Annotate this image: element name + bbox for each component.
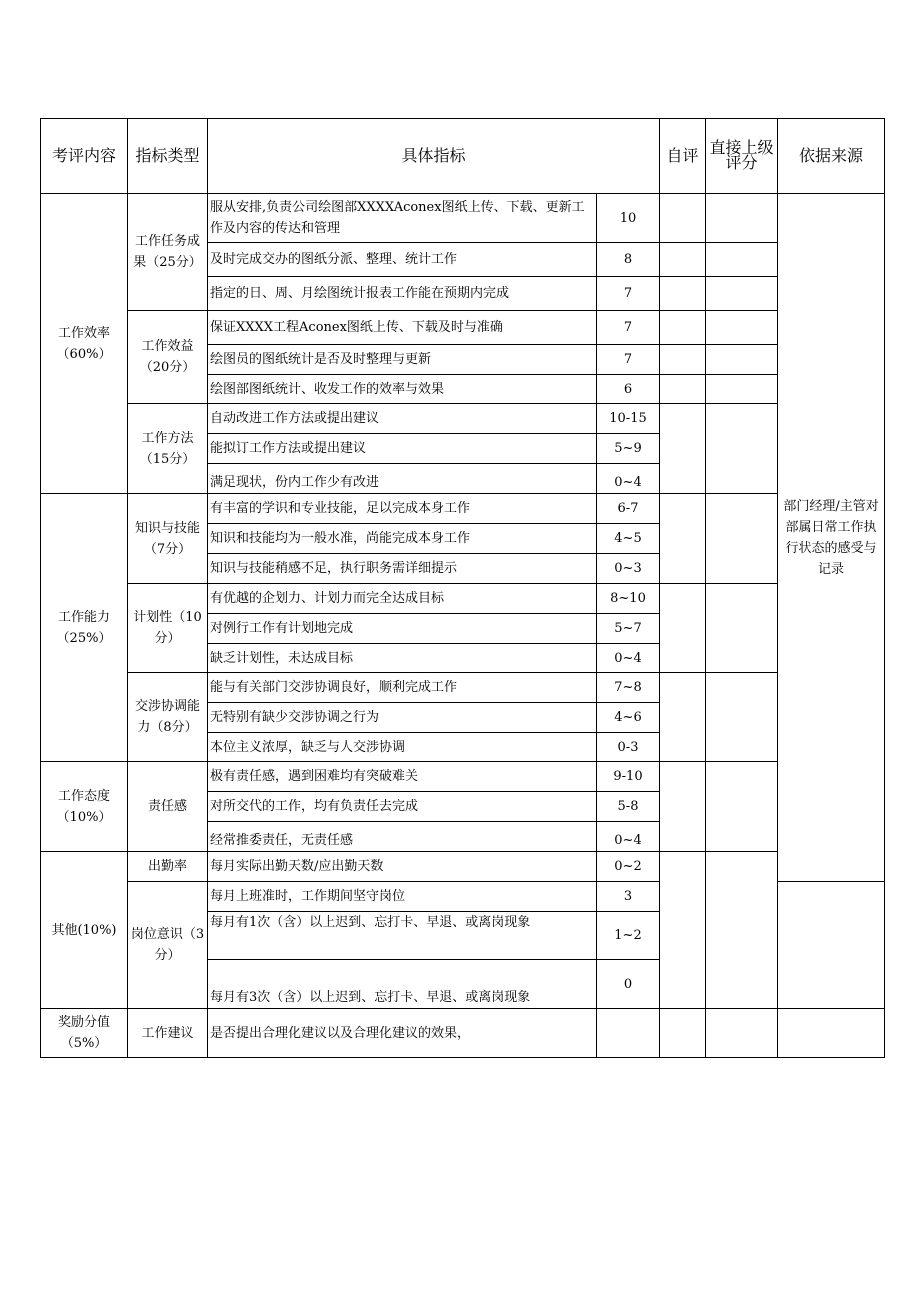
indicator-text: 绘图部图纸统计、收发工作的效率与效果 bbox=[208, 375, 597, 404]
table-row bbox=[41, 311, 885, 345]
category-cell: 其他(10%) bbox=[41, 852, 128, 1009]
score-cell: 10 bbox=[597, 194, 660, 243]
type-cell: 责任感 bbox=[128, 762, 208, 852]
indicator-text: 知识与技能稍感不足，执行职务需详细提示 bbox=[208, 554, 597, 584]
type-cell: 交涉协调能力（8分） bbox=[128, 673, 208, 762]
superior-eval-cell[interactable] bbox=[706, 673, 778, 762]
table-row bbox=[41, 673, 885, 703]
score-cell: 4~5 bbox=[597, 524, 660, 554]
type-cell: 工作建议 bbox=[128, 1009, 208, 1058]
category-cell: 工作态度（10%） bbox=[41, 762, 128, 852]
self-eval-cell[interactable] bbox=[660, 762, 706, 852]
score-cell: 4~6 bbox=[597, 703, 660, 733]
self-eval-cell[interactable] bbox=[660, 673, 706, 762]
indicator-text: 能与有关部门交涉协调良好，顺利完成工作 bbox=[208, 673, 597, 703]
indicator-text: 有丰富的学识和专业技能，足以完成本身工作 bbox=[208, 494, 597, 524]
indicator-text: 缺乏计划性，未达成目标 bbox=[208, 644, 597, 673]
type-cell: 工作任务成果（25分） bbox=[128, 194, 208, 311]
indicator-text: 每月有1次（含）以上迟到、忘打卡、早退、或离岗现象 bbox=[208, 912, 597, 960]
indicator-text: 对例行工作有计划地完成 bbox=[208, 614, 597, 644]
score-cell: 0~2 bbox=[597, 852, 660, 882]
score-cell: 6 bbox=[597, 375, 660, 404]
table-row bbox=[41, 1009, 885, 1058]
type-cell: 岗位意识（3分） bbox=[128, 882, 208, 1009]
type-cell: 计划性（10分） bbox=[128, 584, 208, 673]
score-cell: 0-3 bbox=[597, 733, 660, 762]
self-eval-cell[interactable] bbox=[660, 375, 706, 404]
indicator-text: 极有责任感，遇到困难均有突破难关 bbox=[208, 762, 597, 792]
type-cell: 工作方法（15分） bbox=[128, 404, 208, 494]
header-superior-eval: 直接上级评分 bbox=[706, 119, 778, 194]
indicator-text: 每月实际出勤天数/应出勤天数 bbox=[208, 852, 597, 882]
source-cell bbox=[778, 1009, 885, 1058]
self-eval-cell[interactable] bbox=[660, 1009, 706, 1058]
indicator-text: 及时完成交办的图纸分派、整理、统计工作 bbox=[208, 243, 597, 277]
score-cell: 10-15 bbox=[597, 404, 660, 434]
score-cell: 5~7 bbox=[597, 614, 660, 644]
self-eval-cell[interactable] bbox=[660, 277, 706, 311]
category-cell: 工作效率（60%） bbox=[41, 194, 128, 494]
score-cell: 6-7 bbox=[597, 494, 660, 524]
header-indicator: 具体指标 bbox=[208, 119, 660, 194]
superior-eval-cell[interactable] bbox=[706, 494, 778, 584]
type-cell: 知识与技能（7分） bbox=[128, 494, 208, 584]
score-cell bbox=[597, 1009, 660, 1058]
indicator-text: 是否提出合理化建议以及合理化建议的效果， bbox=[208, 1009, 597, 1058]
indicator-text: 自动改进工作方法或提出建议 bbox=[208, 404, 597, 434]
indicator-text: 保证XXXX工程Aconex图纸上传、下载及时与准确 bbox=[208, 311, 597, 345]
header-row bbox=[41, 119, 885, 194]
indicator-text: 经常推委责任，无责任感 bbox=[208, 822, 597, 852]
superior-eval-cell[interactable] bbox=[706, 277, 778, 311]
indicator-text: 知识和技能均为一般水准，尚能完成本身工作 bbox=[208, 524, 597, 554]
header-self-eval: 自评 bbox=[660, 119, 706, 194]
indicator-text: 每月有3次（含）以上迟到、忘打卡、早退、或离岗现象 bbox=[208, 960, 597, 1009]
indicator-text: 满足现状，份内工作少有改进 bbox=[208, 464, 597, 494]
evaluation-table bbox=[40, 118, 885, 1058]
indicator-text: 服从安排,负责公司绘图部XXXXAconex图纸上传、下载、更新工作及内容的传达和管理 bbox=[208, 194, 597, 243]
table-row bbox=[41, 852, 885, 882]
type-cell: 工作效益（20分） bbox=[128, 311, 208, 404]
score-cell: 0~4 bbox=[597, 822, 660, 852]
score-cell: 7 bbox=[597, 311, 660, 345]
superior-eval-cell[interactable] bbox=[706, 243, 778, 277]
score-cell: 3 bbox=[597, 882, 660, 912]
indicator-text: 对所交代的工作，均有负责任去完成 bbox=[208, 792, 597, 822]
self-eval-cell[interactable] bbox=[660, 494, 706, 584]
indicator-text: 无特别有缺少交涉协调之行为 bbox=[208, 703, 597, 733]
superior-eval-cell[interactable] bbox=[706, 311, 778, 345]
category-cell: 奖励分值（5%） bbox=[41, 1009, 128, 1058]
indicator-text: 本位主义浓厚，缺乏与人交涉协调 bbox=[208, 733, 597, 762]
self-eval-cell[interactable] bbox=[660, 311, 706, 345]
score-cell: 0~4 bbox=[597, 644, 660, 673]
score-cell: 7 bbox=[597, 345, 660, 375]
table-row bbox=[41, 762, 885, 792]
table-row bbox=[41, 494, 885, 524]
table-row bbox=[41, 194, 885, 243]
superior-eval-cell[interactable] bbox=[706, 762, 778, 852]
superior-eval-cell[interactable] bbox=[706, 584, 778, 673]
indicator-text: 每月上班准时，工作期间坚守岗位 bbox=[208, 882, 597, 912]
self-eval-cell[interactable] bbox=[660, 243, 706, 277]
self-eval-cell[interactable] bbox=[660, 194, 706, 243]
score-cell: 5~9 bbox=[597, 434, 660, 464]
superior-eval-cell[interactable] bbox=[706, 375, 778, 404]
score-cell: 7 bbox=[597, 277, 660, 311]
self-eval-cell[interactable] bbox=[660, 404, 706, 494]
table-row bbox=[41, 404, 885, 434]
superior-eval-cell[interactable] bbox=[706, 194, 778, 243]
score-cell: 1~2 bbox=[597, 912, 660, 960]
score-cell: 7~8 bbox=[597, 673, 660, 703]
table-row bbox=[41, 584, 885, 614]
superior-eval-cell[interactable] bbox=[706, 1009, 778, 1058]
score-cell: 5-8 bbox=[597, 792, 660, 822]
indicator-text: 能拟订工作方法或提出建议 bbox=[208, 434, 597, 464]
indicator-text: 有优越的企划力、计划力而完全达成目标 bbox=[208, 584, 597, 614]
header-category: 考评内容 bbox=[41, 119, 128, 194]
score-cell: 0~3 bbox=[597, 554, 660, 584]
header-source: 依据来源 bbox=[778, 119, 885, 194]
type-cell: 出勤率 bbox=[128, 852, 208, 882]
superior-eval-cell[interactable] bbox=[706, 852, 778, 1009]
indicator-text: 绘图员的图纸统计是否及时整理与更新 bbox=[208, 345, 597, 375]
self-eval-cell[interactable] bbox=[660, 345, 706, 375]
score-cell: 8 bbox=[597, 243, 660, 277]
self-eval-cell[interactable] bbox=[660, 584, 706, 673]
indicator-text: 指定的日、周、月绘图统计报表工作能在预期内完成 bbox=[208, 277, 597, 311]
source-cell-manager: 部门经理/主管对部属日常工作执行状态的感受与记录 bbox=[778, 194, 885, 882]
score-cell: 9-10 bbox=[597, 762, 660, 792]
score-cell: 0~4 bbox=[597, 464, 660, 494]
category-cell: 工作能力（25%） bbox=[41, 494, 128, 762]
self-eval-cell[interactable] bbox=[660, 852, 706, 1009]
score-cell: 0 bbox=[597, 960, 660, 1009]
superior-eval-cell[interactable] bbox=[706, 345, 778, 375]
header-type: 指标类型 bbox=[128, 119, 208, 194]
score-cell: 8~10 bbox=[597, 584, 660, 614]
superior-eval-cell[interactable] bbox=[706, 404, 778, 494]
